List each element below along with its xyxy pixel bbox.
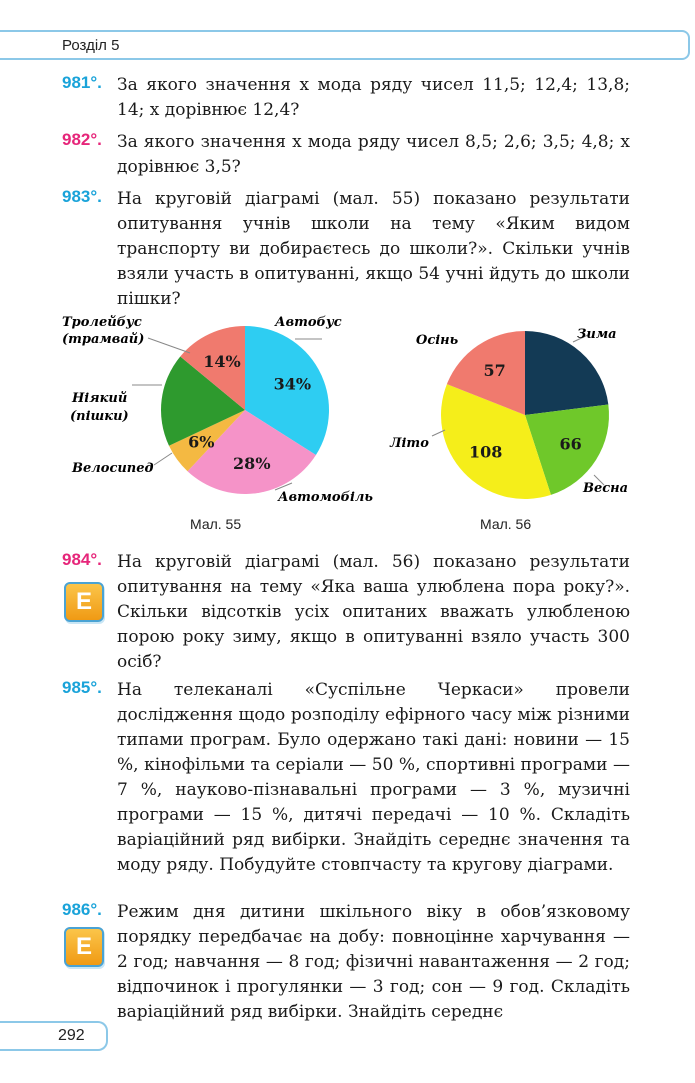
e-badge-icon: E xyxy=(64,927,104,967)
e-badge-icon: E xyxy=(64,582,104,622)
problem-981 xyxy=(62,73,630,123)
label-winter: Зима xyxy=(577,327,617,342)
label-spring: Весна xyxy=(583,481,629,496)
label-walk-sub: (пішки) xyxy=(70,409,129,424)
label-trolleybus: Тролейбус xyxy=(62,315,142,330)
problem-text: Режим дня дитини шкільного віку в обов’язковому порядку передбачає на добу: повноцінне харчування — 2 год; навчання — 8 год; фізичні навантаження — 2 год; відпочинок і прогулянки — 3 год; сон — 9 год. Складіть варіаційний ряд вибірки. Знайдіть середнє xyxy=(117,902,630,1022)
slice-value-label: 57 xyxy=(483,360,506,380)
slice-value-label: 14% xyxy=(203,351,241,371)
slice-value-label: 6% xyxy=(188,432,215,452)
problem-number: 981°. xyxy=(62,73,102,92)
label-bus: Автобус xyxy=(275,315,342,330)
slice-value-label: 66 xyxy=(559,434,582,454)
problem-984 xyxy=(62,550,630,675)
problem-986 xyxy=(62,900,630,1025)
problem-983 xyxy=(62,187,630,312)
problem-982 xyxy=(62,130,630,180)
problem-text: На телеканалі «Суспільне Черкаси» провели дослідження щодо розподілу ефірного часу між різними типами програм. Було одержано такі дані: новини — 15 %, кінофільми та серіали — 50 %, спортивні програми — 7 %, науково-пізнавальні програми — 3 %, музичні програми — 15 %, дитячі передачі — 10 %. Складіть варіаційний ряд вибірки. Знайдіть середнє значення та моду ряду. Побудуйте стовпчасту та кругову діаграми. xyxy=(117,680,630,875)
problem-text: За якого значення x мода ряду чисел 8,5; 2,6; 3,5; 4,8; x дорівнює 3,5? xyxy=(117,132,630,177)
pie-chart-56 xyxy=(380,315,640,515)
problem-number: 985°. xyxy=(62,678,102,697)
label-tram: (трамвай) xyxy=(62,332,145,347)
pie-chart-55 xyxy=(60,305,373,515)
label-walk: Ніякий xyxy=(72,391,128,406)
problem-985 xyxy=(62,678,630,878)
figure-caption-56: Мал. 56 xyxy=(480,516,532,532)
problem-number: 982°. xyxy=(62,130,102,149)
problem-number: 983°. xyxy=(62,187,102,206)
label-autumn: Осінь xyxy=(416,333,459,348)
section-title: Розділ 5 xyxy=(62,37,120,54)
problem-text: За якого значення x мода ряду чисел 11,5; 12,4; 13,8; 14; x дорівнює 12,4? xyxy=(117,75,630,120)
problem-text: На круговій діаграмі (мал. 55) показано результати опитування учнів школи на тему «Яким видом транспорту ви добираєтесь до школи?». Скільки учнів взяли участь в опитуванні, якщо 54 учні йдуть до школи пішки? xyxy=(117,189,630,309)
pie-slice-1 xyxy=(525,331,608,415)
label-car: Автомобіль xyxy=(278,490,373,505)
page-number: 292 xyxy=(58,1027,85,1044)
problem-text: На круговій діаграмі (мал. 56) показано результати опитування на тему «Яка ваша улюблена пора року?». Скільки відсотків усіх опитаних вважать улюбленою порою року зиму, якщо в опитуванні взяло участь 300 осіб? xyxy=(117,552,630,672)
problem-number: 986°. xyxy=(62,900,102,919)
section-header xyxy=(0,30,690,60)
label-bicycle: Велосипед xyxy=(72,461,154,476)
slice-value-label: 28% xyxy=(233,454,271,474)
slice-value-label: 108 xyxy=(468,442,503,462)
page-footer xyxy=(0,1021,108,1051)
figure-caption-55: Мал. 55 xyxy=(190,516,242,532)
problem-number: 984°. xyxy=(62,550,102,569)
slice-value-label: 34% xyxy=(273,374,312,394)
label-summer: Літо xyxy=(390,436,429,451)
